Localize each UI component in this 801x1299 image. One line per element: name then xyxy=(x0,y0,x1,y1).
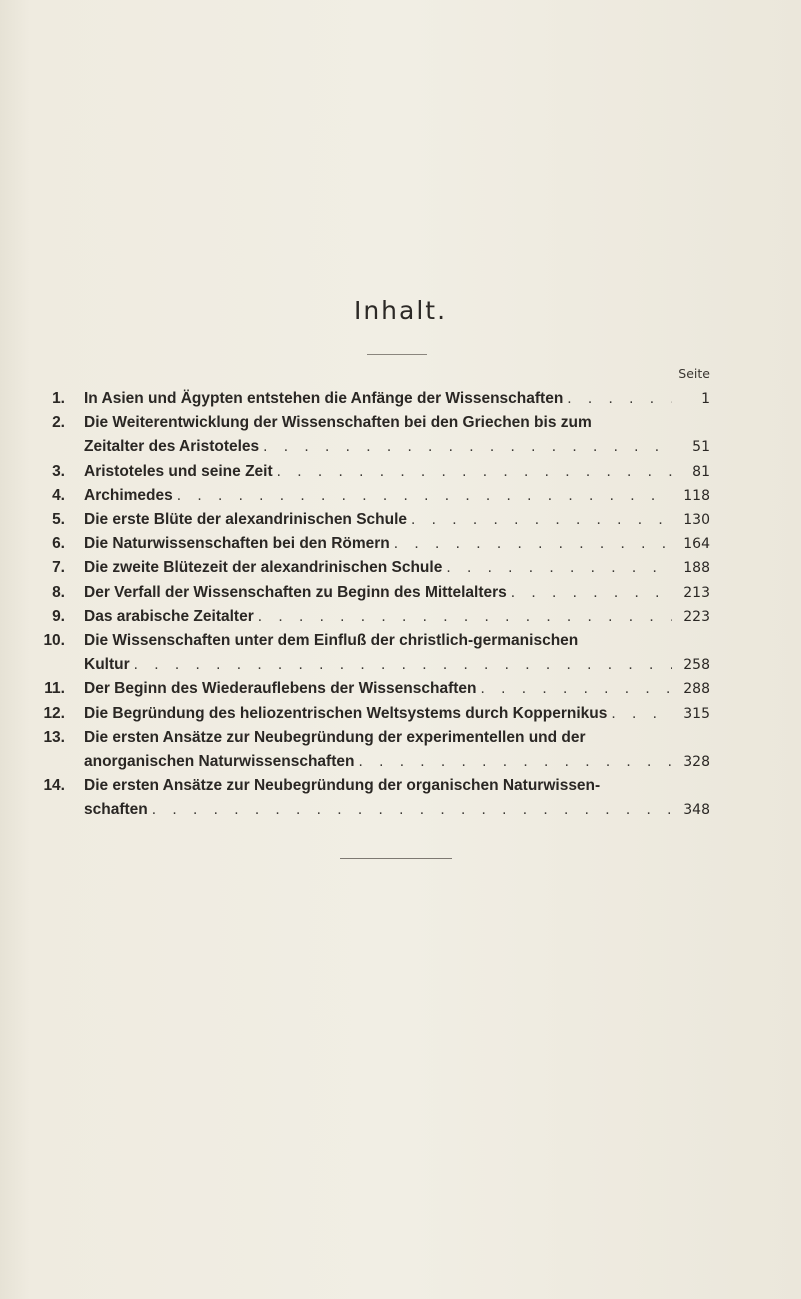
toc-entry-number: 3. xyxy=(52,463,65,480)
toc-entry-title: Das arabische Zeitalter xyxy=(84,608,254,625)
toc-entry-title: anorganischen Naturwissenschaften xyxy=(84,753,355,770)
toc-entry-page: 348 xyxy=(683,802,710,818)
toc-entry-line xyxy=(84,653,710,677)
toc-entry-number: 11. xyxy=(44,680,65,697)
toc-entry-number: 9. xyxy=(52,608,65,625)
toc-entry-line xyxy=(84,581,710,605)
toc-entry-title: Kultur xyxy=(84,656,130,673)
dot-leader xyxy=(263,435,672,459)
toc-entry-title: Die zweite Blütezeit der alexandrinischen Schule xyxy=(84,559,443,576)
dot-leader xyxy=(277,460,672,484)
toc-entry-page: 213 xyxy=(683,585,710,601)
dot-leader xyxy=(481,677,673,701)
toc-entry-line xyxy=(84,702,710,726)
toc-entry-number: 13. xyxy=(43,729,65,746)
toc-entry-number: 8. xyxy=(52,584,65,601)
toc-entry-title: Die Begründung des heliozentrischen Weltsystems durch Koppernikus xyxy=(84,705,608,722)
toc-entry-page: 315 xyxy=(683,706,710,722)
toc-entry-number: 10. xyxy=(43,632,65,649)
toc-entry-number: 6. xyxy=(52,535,65,552)
toc-entry-page: 188 xyxy=(683,560,710,576)
toc-entry-number: 4. xyxy=(52,487,65,504)
dot-leader xyxy=(611,702,672,726)
toc-entry-title: Die Weiterentwicklung der Wissenschaften bei den Griechen bis zum xyxy=(84,414,592,431)
toc-entry-number: 5. xyxy=(52,511,65,528)
toc-entry-line xyxy=(84,460,710,484)
toc-entry-number: 7. xyxy=(52,559,65,576)
page-column-label: Seite xyxy=(678,366,710,381)
dot-leader xyxy=(567,387,672,411)
toc-entry-title: Die ersten Ansätze zur Neubegründung der experimentellen und der xyxy=(84,729,586,746)
toc-entry-line xyxy=(84,387,710,411)
toc-entry-line xyxy=(84,750,710,774)
toc-entry-title: schaften xyxy=(84,801,148,818)
dot-leader xyxy=(152,798,672,822)
dot-leader xyxy=(394,532,672,556)
toc-entry-title: Aristoteles und seine Zeit xyxy=(84,463,273,480)
toc-entry-title: Die Wissenschaften unter dem Einfluß der christlich-germanischen xyxy=(84,632,579,649)
toc-entry-page: 130 xyxy=(683,512,710,528)
toc-entry-title: Die Naturwissenschaften bei den Römern xyxy=(84,535,390,552)
toc-entry-title: In Asien und Ägypten entstehen die Anfänge der Wissenschaften xyxy=(84,390,564,407)
toc-entry-line xyxy=(84,605,710,629)
toc-entry-title: Der Beginn des Wiederauflebens der Wissenschaften xyxy=(84,680,477,697)
toc-entry-page: 223 xyxy=(683,609,710,625)
toc-entry-page: 258 xyxy=(683,657,710,673)
toc-entry-title: Archimedes xyxy=(84,487,173,504)
toc-entry-page: 1 xyxy=(701,391,710,407)
toc-entry-number: 12. xyxy=(43,705,65,722)
toc-entry-title: Die erste Blüte der alexandrinischen Schule xyxy=(84,511,408,528)
dot-leader xyxy=(358,750,672,774)
toc-entry-number: 1. xyxy=(52,390,65,407)
toc-entry-line xyxy=(84,484,710,508)
toc-entry-line xyxy=(84,798,710,822)
toc-entry-line xyxy=(84,508,710,532)
dot-leader xyxy=(411,508,672,532)
closing-divider xyxy=(340,858,452,859)
dot-leader xyxy=(258,605,672,629)
toc-entry-page: 81 xyxy=(692,464,710,480)
toc-entry-line xyxy=(84,556,710,580)
page-title: Inhalt. xyxy=(353,296,448,325)
dot-leader xyxy=(134,653,672,677)
toc-entry-page: 164 xyxy=(683,536,710,552)
toc-entry-page: 51 xyxy=(692,439,710,455)
dot-leader xyxy=(511,581,672,605)
toc-entry-number: 2. xyxy=(52,414,65,431)
dot-leader xyxy=(177,484,672,508)
toc-entry-line xyxy=(84,435,710,459)
toc-entry-page: 118 xyxy=(683,488,710,504)
toc-entry-line xyxy=(84,532,710,556)
dot-leader xyxy=(446,556,672,580)
toc-entry-page: 288 xyxy=(683,681,710,697)
toc-entry-page: 328 xyxy=(683,754,710,770)
toc-entry-title: Die ersten Ansätze zur Neubegründung der organischen Naturwissen- xyxy=(84,777,601,794)
toc-entry-number: 14. xyxy=(43,777,65,794)
toc-entry-title: Der Verfall der Wissenschaften zu Beginn des Mittelalters xyxy=(84,584,507,601)
toc-entry-line xyxy=(84,677,710,701)
toc-entry-title: Zeitalter des Aristoteles xyxy=(84,438,260,455)
title-divider xyxy=(367,354,427,355)
